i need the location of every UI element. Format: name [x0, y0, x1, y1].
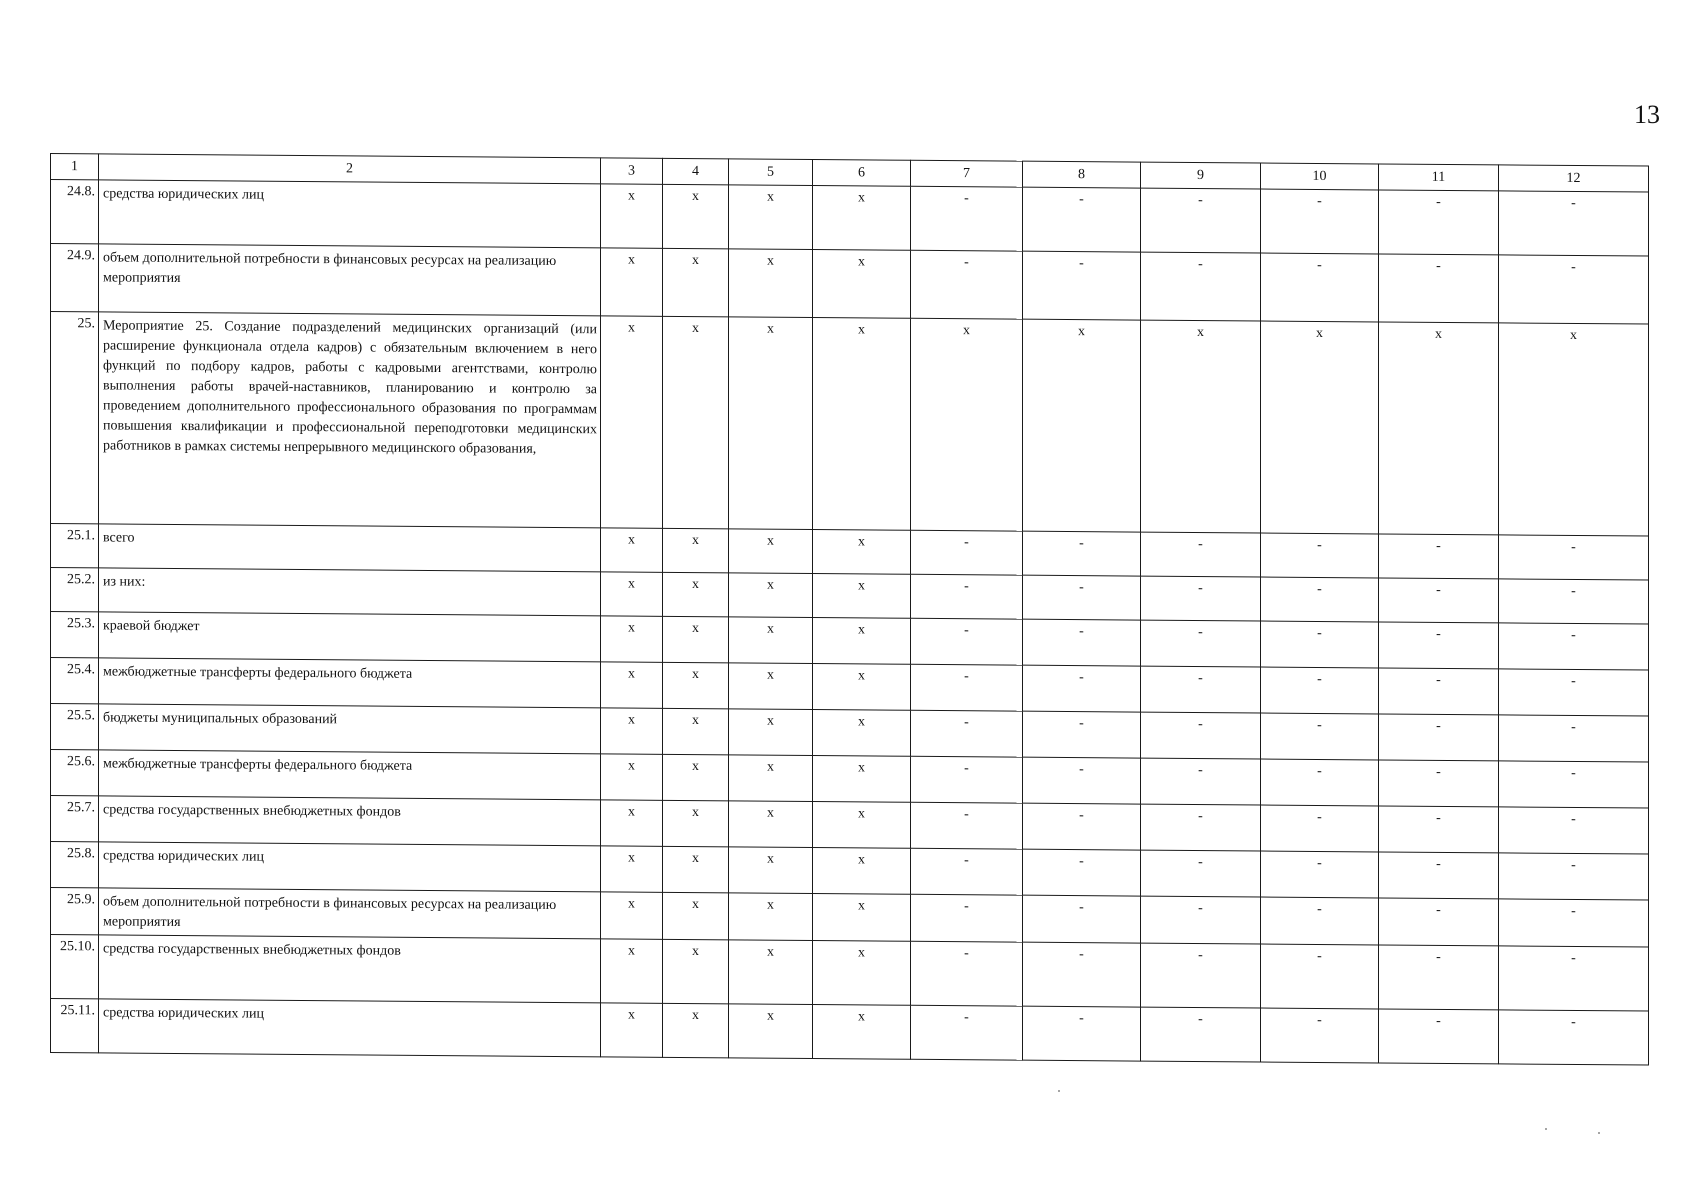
column-header: 6: [813, 159, 911, 186]
row-value-cell: -: [1023, 619, 1141, 666]
row-value-cell: -: [1499, 255, 1649, 324]
row-description: бюджеты муниципальных образований: [99, 704, 601, 754]
row-value-cell: -: [911, 530, 1023, 575]
row-value-cell: -: [1379, 668, 1499, 715]
row-value-cell: -: [911, 894, 1023, 942]
row-value-cell: -: [1141, 850, 1261, 897]
row-description: средства юридических лиц: [99, 180, 601, 248]
row-value-cell: x: [601, 939, 663, 1003]
scan-speck: [1545, 1128, 1547, 1130]
row-value-cell: -: [1379, 1009, 1499, 1064]
row-value-cell: -: [1261, 189, 1379, 254]
row-value-cell: -: [911, 756, 1023, 803]
row-value-cell: x: [813, 573, 911, 618]
row-value-cell: x: [813, 617, 911, 664]
row-number: 25.4.: [51, 658, 99, 704]
row-value-cell: x: [663, 939, 729, 1004]
row-value-cell: -: [1141, 1007, 1261, 1062]
row-description: межбюджетные трансферты федерального бюджета: [99, 750, 601, 800]
row-number: 25.10.: [51, 935, 99, 999]
row-value-cell: x: [813, 755, 911, 802]
scan-speck: [1058, 1090, 1060, 1092]
row-value-cell: -: [1141, 896, 1261, 944]
budget-table: [50, 153, 1649, 1066]
row-description: всего: [99, 524, 601, 572]
table-row: [51, 312, 1649, 537]
row-value-cell: x: [813, 1004, 911, 1059]
row-value-cell: -: [1499, 946, 1649, 1011]
row-value-cell: x: [813, 185, 911, 250]
row-value-cell: -: [1023, 575, 1141, 620]
row-value-cell: x: [813, 847, 911, 894]
row-description: средства государственных внебюджетных фондов: [99, 935, 601, 1003]
row-value-cell: x: [663, 708, 729, 755]
row-value-cell: -: [911, 186, 1023, 251]
row-value-cell: x: [813, 801, 911, 848]
row-value-cell: -: [1023, 187, 1141, 252]
row-value-cell: x: [601, 800, 663, 846]
row-value-cell: -: [1499, 807, 1649, 854]
row-value-cell: -: [1379, 190, 1499, 255]
table-row: [51, 999, 1649, 1066]
row-value-cell: x: [729, 709, 813, 756]
row-value-cell: -: [1023, 531, 1141, 576]
row-value-cell: -: [1379, 898, 1499, 946]
row-description: объем дополнительной потребности в финансовых ресурсах на реализацию мероприятия: [99, 888, 601, 939]
row-value-cell: x: [813, 940, 911, 1005]
row-value-cell: -: [1379, 254, 1499, 323]
row-value-cell: x: [663, 846, 729, 893]
row-value-cell: -: [1499, 535, 1649, 580]
row-value-cell: x: [813, 893, 911, 941]
row-value-cell: -: [1261, 667, 1379, 714]
row-value-cell: x: [729, 847, 813, 894]
row-value-cell: -: [1261, 1008, 1379, 1063]
table-wrapper: [50, 153, 1648, 1066]
row-value-cell: -: [1023, 942, 1141, 1007]
row-value-cell: x: [729, 940, 813, 1005]
row-value-cell: x: [663, 316, 729, 529]
row-value-cell: x: [729, 317, 813, 530]
row-number: 25.5.: [51, 704, 99, 750]
row-value-cell: -: [1379, 622, 1499, 669]
row-value-cell: -: [911, 574, 1023, 619]
row-number: 25.11.: [51, 999, 99, 1053]
row-value-cell: -: [911, 1005, 1023, 1060]
row-value-cell: -: [1023, 803, 1141, 850]
row-value-cell: -: [911, 802, 1023, 849]
row-value-cell: -: [1141, 576, 1261, 621]
row-value-cell: -: [1499, 899, 1649, 947]
row-number: 24.8.: [51, 180, 99, 244]
scan-speck: [1598, 1132, 1600, 1134]
row-value-cell: -: [911, 250, 1023, 319]
row-value-cell: x: [729, 1004, 813, 1059]
column-header: 4: [663, 158, 729, 185]
row-value-cell: x: [1141, 320, 1261, 533]
row-description: Мероприятие 25. Создание подразделений медицинских организаций (или расширение функционала отдела кадров) с обязательным включением в него функций по подбору кадров, работы с кадровыми агентствами, контролю выполнения работы врачей-наставников, планированию и контролю за проведением дополнительного профессионального образования по программам повышения квалификации и профессиональной переподготовки медицинских работников в рамках системы непрерывного медицинского образования,: [99, 312, 601, 528]
row-value-cell: -: [1261, 621, 1379, 668]
row-value-cell: x: [663, 572, 729, 617]
row-number: 25.: [51, 312, 99, 524]
row-value-cell: x: [663, 800, 729, 847]
row-value-cell: -: [1141, 252, 1261, 321]
column-header: 1: [51, 154, 99, 180]
row-description: средства государственных внебюджетных фондов: [99, 796, 601, 846]
row-value-cell: x: [601, 528, 663, 572]
row-value-cell: x: [813, 529, 911, 574]
row-value-cell: x: [729, 801, 813, 848]
row-value-cell: x: [663, 528, 729, 573]
column-header: 9: [1141, 162, 1261, 189]
row-value-cell: x: [663, 616, 729, 663]
row-value-cell: -: [1379, 852, 1499, 899]
row-value-cell: -: [1261, 851, 1379, 898]
page-number: 13: [1634, 100, 1660, 129]
row-value-cell: -: [911, 710, 1023, 757]
row-description: из них:: [99, 568, 601, 616]
row-value-cell: -: [1141, 666, 1261, 713]
row-value-cell: x: [601, 316, 663, 528]
column-header: 5: [729, 159, 813, 186]
row-value-cell: x: [663, 754, 729, 801]
column-header: 2: [99, 154, 601, 184]
row-value-cell: x: [601, 616, 663, 662]
row-value-cell: x: [729, 529, 813, 574]
row-value-cell: x: [663, 1003, 729, 1058]
row-value-cell: x: [601, 754, 663, 800]
row-number: 25.6.: [51, 750, 99, 796]
row-number: 25.2.: [51, 568, 99, 612]
row-value-cell: x: [729, 617, 813, 664]
row-value-cell: -: [1261, 253, 1379, 322]
row-value-cell: -: [911, 618, 1023, 665]
row-value-cell: -: [1379, 760, 1499, 807]
row-value-cell: x: [1023, 319, 1141, 532]
row-value-cell: -: [1499, 853, 1649, 900]
row-value-cell: x: [1379, 322, 1499, 535]
row-value-cell: x: [911, 318, 1023, 531]
row-value-cell: x: [813, 249, 911, 318]
row-value-cell: -: [1261, 944, 1379, 1009]
row-number: 25.7.: [51, 796, 99, 842]
row-value-cell: -: [911, 664, 1023, 711]
table-row: [51, 244, 1649, 325]
row-value-cell: -: [1499, 715, 1649, 762]
row-value-cell: -: [1141, 804, 1261, 851]
row-value-cell: -: [1261, 533, 1379, 578]
row-value-cell: -: [1023, 711, 1141, 758]
row-value-cell: x: [729, 185, 813, 250]
row-value-cell: -: [1261, 759, 1379, 806]
row-value-cell: -: [1141, 532, 1261, 577]
row-value-cell: -: [1379, 578, 1499, 623]
row-value-cell: x: [729, 573, 813, 618]
row-value-cell: x: [729, 755, 813, 802]
column-header: 11: [1379, 164, 1499, 191]
row-value-cell: -: [1023, 895, 1141, 943]
row-number: 25.9.: [51, 888, 99, 935]
row-value-cell: x: [729, 249, 813, 318]
row-value-cell: -: [1379, 806, 1499, 853]
row-value-cell: -: [1261, 805, 1379, 852]
row-value-cell: -: [1379, 534, 1499, 579]
row-value-cell: x: [601, 662, 663, 708]
row-value-cell: -: [1379, 714, 1499, 761]
row-number: 24.9.: [51, 244, 99, 312]
row-value-cell: -: [1023, 251, 1141, 320]
column-header: 12: [1499, 165, 1649, 192]
row-value-cell: -: [1023, 1006, 1141, 1061]
row-value-cell: -: [1141, 620, 1261, 667]
row-description: краевой бюджет: [99, 612, 601, 662]
row-value-cell: x: [813, 317, 911, 530]
row-value-cell: x: [601, 1003, 663, 1057]
row-value-cell: -: [1141, 758, 1261, 805]
row-description: объем дополнительной потребности в финансовых ресурсах на реализацию мероприятия: [99, 244, 601, 316]
row-value-cell: -: [1499, 761, 1649, 808]
row-value-cell: x: [663, 662, 729, 709]
row-value-cell: x: [601, 248, 663, 316]
row-number: 25.8.: [51, 842, 99, 888]
row-value-cell: -: [1379, 945, 1499, 1010]
column-header: 7: [911, 160, 1023, 187]
row-number: 25.1.: [51, 524, 99, 568]
row-value-cell: x: [663, 892, 729, 940]
row-value-cell: -: [1499, 191, 1649, 256]
row-description: межбюджетные трансферты федерального бюджета: [99, 658, 601, 708]
row-value-cell: -: [1023, 757, 1141, 804]
row-value-cell: x: [729, 893, 813, 941]
row-value-cell: -: [1141, 188, 1261, 253]
row-value-cell: -: [911, 941, 1023, 1006]
row-value-cell: x: [663, 184, 729, 249]
row-value-cell: -: [1261, 713, 1379, 760]
row-value-cell: -: [1023, 849, 1141, 896]
row-value-cell: x: [601, 708, 663, 754]
row-value-cell: -: [1499, 1010, 1649, 1065]
row-value-cell: x: [1499, 323, 1649, 536]
row-value-cell: x: [813, 663, 911, 710]
row-value-cell: x: [601, 846, 663, 892]
column-header: 10: [1261, 163, 1379, 190]
row-value-cell: -: [1261, 897, 1379, 945]
row-value-cell: x: [729, 663, 813, 710]
row-value-cell: x: [601, 892, 663, 939]
row-value-cell: x: [601, 184, 663, 248]
row-value-cell: -: [1499, 669, 1649, 716]
row-value-cell: x: [601, 572, 663, 616]
row-value-cell: -: [1261, 577, 1379, 622]
row-value-cell: -: [1023, 665, 1141, 712]
row-value-cell: -: [911, 848, 1023, 895]
column-header: 3: [601, 158, 663, 184]
row-value-cell: -: [1499, 623, 1649, 670]
row-value-cell: x: [813, 709, 911, 756]
row-number: 25.3.: [51, 612, 99, 658]
row-value-cell: x: [1261, 321, 1379, 534]
column-header: 8: [1023, 161, 1141, 188]
row-value-cell: x: [663, 248, 729, 317]
row-description: средства юридических лиц: [99, 842, 601, 892]
row-value-cell: -: [1141, 943, 1261, 1008]
row-description: средства юридических лиц: [99, 999, 601, 1057]
row-value-cell: -: [1141, 712, 1261, 759]
row-value-cell: -: [1499, 579, 1649, 624]
